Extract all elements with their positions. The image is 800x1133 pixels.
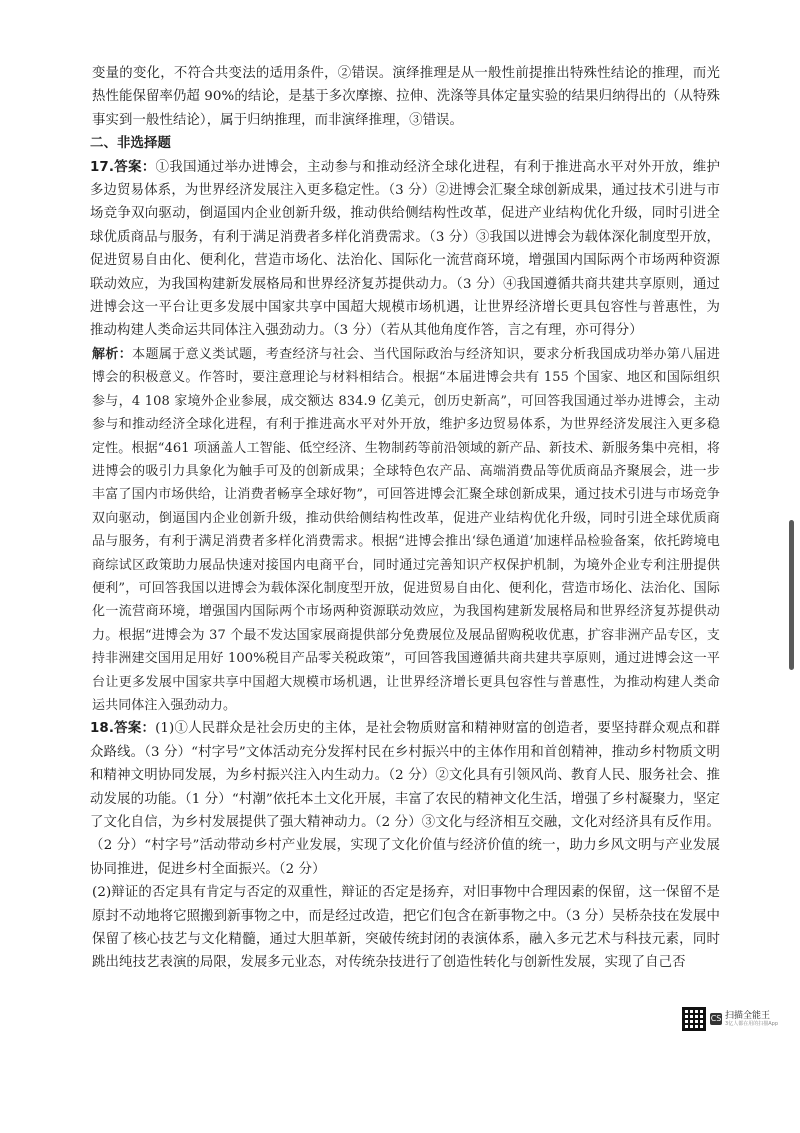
q18-answer <box>90 717 720 881</box>
scanner-badge <box>710 1011 778 1027</box>
qr-code-icon <box>682 1007 706 1031</box>
section-heading: 二、非选择题 <box>90 136 171 152</box>
q17-answer <box>90 156 720 343</box>
q18-number: 18. <box>90 721 115 737</box>
q18-part2: (2)辩证的否定具有肯定与否定的双重性，辩证的否定是扬弃，对旧事物中合理因素的保留，这一保留不是原封不动地将它照搬到新事物之中，而是经过改造，把它们包含在新事物之中。（3 分）吴桥杂技在发展中保留了核心技艺与文化精髓，通过大胆革新，突破传统封闭的表演体系，融入多元艺术与科技元素，同时跳出纯技艺表演的局限，发展多元业态，对传统杂技进行了创造性转化与创新性发展，实现了自己否 <box>92 885 720 971</box>
q17-answer-label: 答案： <box>114 159 156 175</box>
q18-answer-label: 答案： <box>114 721 156 737</box>
scanner-app-icon: CS <box>710 1014 722 1023</box>
q18-part1-text: (1)①人民群众是社会历史的主体，是社会物质财富和精神财富的创造者，要坚持群众观点和群众路线。（3 分）“村字号”文体活动充分发挥村民在乡村振兴中的主体作用和首创精神，推动乡村物质文明和精神文明协同发展，为乡村振兴注入内生动力。（2 分）②文化具有引领风尚、教育人民、服务社会、推动发展的功能。（1 分）“村潮”依托本土文化开展，丰富了农民的精神文化生活，增强了乡村凝聚力，坚定了文化自信，为乡村发展提供了强大精神动力。（2 分）③文化与经济相互交融，文化对经济具有反作用。（2 分）“村字号”活动带动乡村产业发展，实现了文化价值与经济价值的统一，助力乡风文明与产业发展协同推进，促进乡村全面振兴。（2 分） <box>90 721 720 877</box>
document-content <box>90 62 720 975</box>
scanner-watermark <box>682 1007 778 1031</box>
q17-answer-text: ①我国通过举办进博会，主动参与和推动经济全球化进程，有利于推进高水平对外开放，维护多边贸易体系，为世界经济发展注入更多稳定性。（3 分）②进博会汇聚全球创新成果，通过技术引进与市场竞争双向驱动，倒逼国内企业创新升级，推动供给侧结构性改革，促进产业结构优化升级，同时引进全球优质商品与服务，有利于满足消费者多样化消费需求。（3 分）③我国以进博会为载体深化制度型开放，促进贸易自由化、便利化，营造市场化、法治化、国际化一流营商环境，增强国内国际两个市场两种资源联动效应，为我国构建新发展格局和世界经济复苏提供动力。（3 分）④我国遵循共商共建共享原则，通过进博会这一平台让更多发展中国家共享中国超大规模市场机遇，让世界经济增长更具包容性与普惠性，为推动构建人类命运共同体注入强劲动力。（3 分）（若从其他角度作答，言之有理，亦可得分） <box>90 159 720 339</box>
intro-paragraph: 变量的变化，不符合共变法的适用条件，②错误。演绎推理是从一般性前提推出特殊性结论的推理，而光热性能保留率仍超 90%的结论，是基于多次摩擦、拉伸、洗涤等具体定量实验的结果归纳得出的（从特殊事实到一般性结论），属于归纳推理，而非演绎推理，③错误。 <box>92 66 721 128</box>
q17-number: 17. <box>90 159 115 175</box>
q17-analysis-text: 本题属于意义类试题，考查经济与社会、当代国际政治与经济知识，要求分析我国成功举办第八届进博会的积极意义。作答时，要注意理论与材料相结合。根据“本届进博会共有 155 个国家、地区和国际组织参与，4 108 家境外企业参展，成交额达 834.9 亿美元，创历史新高”，可回答我国通过举办进博会，主动参与和推动经济全球化进程，有利于推进高水平对外开放，维护多边贸易体系，为世界经济发展注入更多稳定性。根据“461 项涵盖人工智能、低空经济、生物制药等前沿领域的新产品、新技术、新服务集中亮相，将进博会的吸引力具象化为触手可及的创新成果；全球特色农产品、高端消费品等优质商品齐聚展会，进一步丰富了国内市场供给，让消费者畅享全球好物”，可回答进博会汇聚全球创新成果，通过技术引进与市场竞争双向驱动，倒逼国内企业创新升级，推动供给侧结构性改革，促进产业结构优化升级，同时引进全球优质商品与服务，有利于满足消费者多样化消费需求。根据“进博会推出‘绿色通道’加速样品检验备案，依托跨境电商综试区政策助力展品快速对接国内电商平台，同时通过完善知识产权保护机制，为境外企业专利注册提供便利”，可回答我国以进博会为载体深化制度型开放，促进贸易自由化、便利化，营造市场化、法治化、国际化一流营商环境，增强国内国际两个市场两种资源联动效应，为我国构建新发展格局和世界经济复苏提供动力。根据“进博会为 37 个最不发达国家展商提供部分免费展位及展品留购税收优惠，扩容非洲产品专区，支持非洲建交国用足用好 100%税目产品零关税政策”，可回答我国遵循共商共建共享原则，通过进博会这一平台让更多发展中国家共享中国超大规模市场机遇，让世界经济增长更具包容性与普惠性，为推动构建人类命运共同体注入强劲动力。 <box>92 346 720 713</box>
q17-analysis-label: 解析： <box>92 346 133 362</box>
q17-analysis <box>90 343 720 718</box>
scanner-app-tagline: 3亿人都在用的扫描App <box>725 1021 778 1027</box>
scanner-app-name: 扫描全能王 <box>725 1011 771 1021</box>
scrollbar-thumb[interactable] <box>789 520 794 670</box>
